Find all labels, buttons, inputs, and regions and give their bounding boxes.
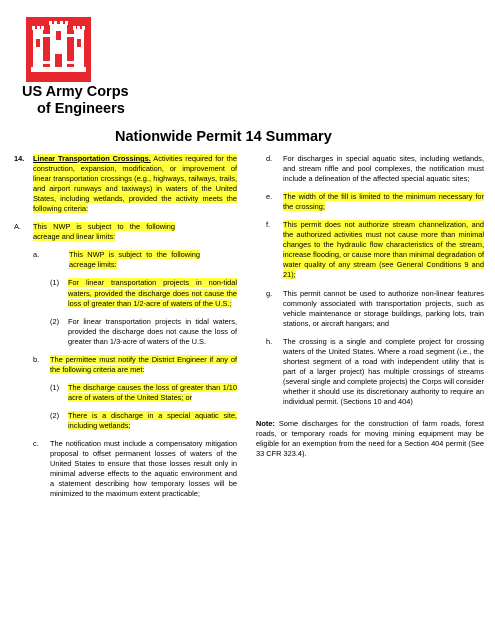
- item-a-2-label: (2): [50, 316, 60, 326]
- note-label: Note:: [256, 419, 275, 429]
- item-b-2: [50, 411, 245, 431]
- section-a-label: A.: [14, 222, 21, 232]
- item-b-label: b.: [33, 354, 40, 364]
- castle-icon: [26, 17, 91, 82]
- org-line-2: of Engineers: [37, 101, 125, 117]
- item-f: [266, 220, 484, 280]
- item-e-text: The width of the fill is limited to the minimum necessary for the crossing;: [283, 192, 484, 212]
- item-b-2-text: There is a discharge in a special aquatic site, including wetlands;: [68, 410, 237, 430]
- item-a-2-text: For linear transportation projects in tidal waters, provided the discharge does not cause the loss of greater than 1/3-acre of waters of the U.S.: [68, 316, 237, 346]
- item-g: [266, 289, 484, 329]
- item-f-text: This permit does not authorize stream channelization, and the authorized activities must not cause more than minimal changes to the hydraulic flow characteristics of the stream, increase flooding, or cause more than minimal degradation of water quality of any stream (see General Conditions 9 and 21);: [283, 220, 484, 280]
- item-b-1-label: (1): [50, 382, 60, 392]
- item-d-label: d.: [266, 154, 273, 163]
- item-c-text: The notification must include a compensatory mitigation proposal to offset permanent losses of waters of the United States to ensure that those losses result only in minimal adverse effects to the aquatic environment and a statement describing how temporary losses will be minimized to the maximum extent practicable;: [50, 439, 237, 499]
- item-g-label: g.: [266, 288, 273, 298]
- section-a: [14, 222, 245, 242]
- note: [256, 419, 484, 459]
- note-text: Some discharges for the construction of farm roads, forest roads, or temporary roads for moving mining equipment may be eligible for an exemption from the need for a Section 404 permit (See 33 CFR 323.4).: [256, 419, 484, 459]
- item-a-text: This NWP is subject to the following acreage limits:: [69, 250, 200, 270]
- item-b-2-label: (2): [50, 410, 60, 420]
- organization-name: [22, 84, 129, 118]
- item-c: [33, 439, 245, 499]
- item-e-label: e.: [266, 192, 273, 202]
- item-b-1-text: The discharge causes the loss of greater than 1/10 acre of waters of the United States; or: [68, 382, 237, 402]
- item-d-text: For discharges in special aquatic sites, including wetlands, and stream riffle and pool complexes, the notification must include a delineation of the affected special aquatic sites;: [283, 154, 484, 184]
- item-heading: Linear Transportation Crossings.: [33, 154, 151, 163]
- item-a-label: a.: [33, 250, 40, 260]
- item-b-1: [50, 383, 245, 403]
- item-c-label: c.: [33, 439, 39, 449]
- left-column: [14, 154, 245, 507]
- item-b: [33, 355, 245, 375]
- permit-14-item: [14, 154, 245, 214]
- item-h-text: The crossing is a single and complete project for crossing waters of the United States. Where a road segment (i.e., the shortest segment of a road with independent utility that is part of a larger project) has multiple crossings of streams (several single and complete projects) the Corps will consider whether it should use its discretionary authority to require an individual permit. (Sections 10 and 404): [283, 336, 484, 406]
- right-column: [256, 154, 484, 467]
- item-a: [33, 250, 245, 270]
- item-number: 14.: [14, 154, 25, 163]
- usace-logo: [26, 17, 91, 82]
- item-f-label: f.: [266, 220, 271, 230]
- org-line-1: US Army Corps: [22, 84, 129, 100]
- item-a-1-text: For linear transportation projects in non-tidal waters, provided the discharge does not cause the loss of greater than 1/2-acre of waters of the U.S.;: [68, 278, 237, 308]
- item-h-label: h.: [266, 336, 273, 346]
- item-d: [266, 154, 484, 184]
- item-b-text: The permittee must notify the District Engineer if any of the following criteria are met:: [50, 354, 237, 374]
- item-e: [266, 192, 484, 212]
- item-a-1: [50, 278, 245, 308]
- item-a-1-label: (1): [50, 278, 60, 288]
- item-a-2: [50, 317, 245, 347]
- item-g-text: This permit cannot be used to authorize non-linear features commonly associated with transportation projects, such as vehicle maintenance or storage buildings, parking lots, train stations, or aircraft hangars; and: [283, 288, 484, 328]
- item-h: [266, 337, 484, 407]
- page-title: Nationwide Permit 14 Summary: [115, 129, 332, 145]
- section-a-text: This NWP is subject to the following acreage and linear limits:: [33, 222, 175, 242]
- item-text: [33, 154, 237, 214]
- item-intro: Activities required for the construction, expansion, modification, or improvement of linear transportation crossings (e.g., highways, railways, trails, and airport runways and taxiways) in waters of the United States, including wetlands, provided the activity meets the following criteria:: [33, 154, 238, 214]
